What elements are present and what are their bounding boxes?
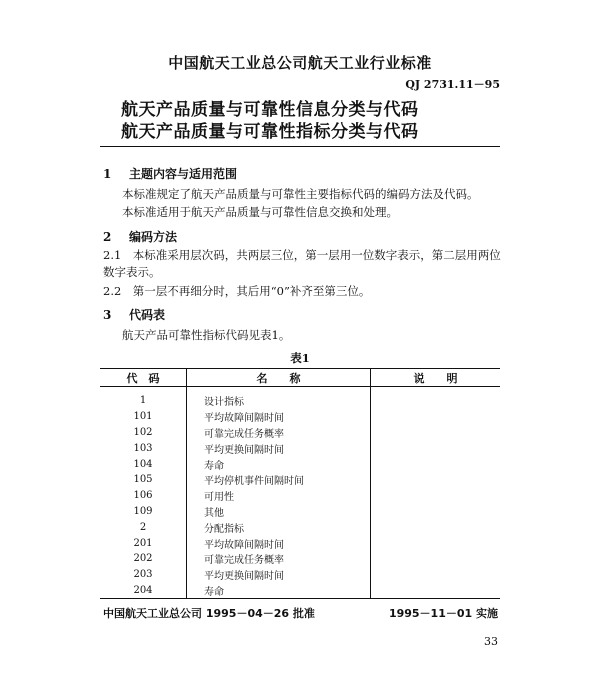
table-row	[100, 440, 500, 456]
name-cell: 其他	[187, 504, 371, 520]
name-cell: 平均更换间隔时间	[187, 567, 371, 583]
section-1-paragraph-2: 本标准适用于航天产品质量与可靠性信息交换和处理。	[122, 205, 398, 219]
note-cell	[371, 535, 501, 551]
note-cell	[371, 567, 501, 583]
table-row	[100, 535, 500, 551]
page-number: 33	[484, 635, 498, 648]
code-cell: 1	[100, 393, 187, 409]
header-name: 名 称	[187, 369, 371, 387]
organization-standard-header: 中国航天工业总公司航天工业行业标准	[168, 54, 432, 72]
approval-line: 中国航天工业总公司 1995－04－26 批准	[103, 607, 315, 620]
note-cell	[371, 472, 501, 488]
code-cell: 204	[100, 583, 187, 599]
table-row	[100, 504, 500, 520]
name-cell: 设计指标	[187, 393, 371, 409]
section-1-paragraph-1: 本标准规定了航天产品质量与可靠性主要指标代码的编码方法及代码。	[122, 187, 479, 201]
code-cell: 105	[100, 472, 187, 488]
table-header-row	[100, 369, 500, 387]
note-cell	[371, 409, 501, 425]
note-cell	[371, 583, 501, 599]
name-cell: 分配指标	[187, 519, 371, 535]
table-row	[100, 393, 500, 409]
code-cell: 102	[100, 425, 187, 441]
name-cell: 可用性	[187, 488, 371, 504]
section-3-heading	[103, 306, 165, 323]
section-heading-text: 代码表	[129, 308, 166, 322]
name-cell: 可靠完成任务概率	[187, 425, 371, 441]
table-row	[100, 567, 500, 583]
section-2-clause-2-2: 2.2 第一层不再细分时，其后用“0”补齐至第三位。	[103, 284, 371, 298]
name-cell: 寿命	[187, 456, 371, 472]
note-cell	[371, 551, 501, 567]
section-2-clause-2-1: 2.1 本标准采用层次码，共两层三位，第一层用一位数字表示，第二层用两位数字表示。	[103, 248, 501, 279]
table-row	[100, 425, 500, 441]
implementation-date: 1995－11－01 实施	[388, 607, 498, 620]
note-cell	[371, 393, 501, 409]
note-cell	[371, 504, 501, 520]
code-cell: 203	[100, 567, 187, 583]
code-cell: 202	[100, 551, 187, 567]
name-cell: 寿命	[187, 583, 371, 599]
table-caption: 表1	[290, 351, 310, 365]
code-table	[100, 368, 500, 598]
section-heading-text: 主题内容与适用范围	[129, 167, 238, 181]
name-cell: 平均故障间隔时间	[187, 409, 371, 425]
code-cell: 104	[100, 456, 187, 472]
header-rule	[100, 146, 500, 147]
document-title-line-2: 航天产品质量与可靠性指标分类与代码	[121, 122, 419, 142]
section-3-paragraph-1: 航天产品可靠性指标代码见表1。	[122, 328, 291, 342]
header-note: 说 明	[371, 369, 501, 387]
code-cell: 2	[100, 519, 187, 535]
code-cell: 101	[100, 409, 187, 425]
header-code: 代 码	[100, 369, 187, 387]
table-row	[100, 472, 500, 488]
note-cell	[371, 440, 501, 456]
note-cell	[371, 425, 501, 441]
section-number: 3	[103, 308, 112, 322]
code-cell: 201	[100, 535, 187, 551]
section-number: 1	[103, 167, 112, 181]
standard-code: QJ 2731.11－95	[405, 78, 500, 91]
name-cell: 平均停机事件间隔时间	[187, 472, 371, 488]
table-row	[100, 583, 500, 599]
section-heading-text: 编码方法	[129, 230, 178, 244]
code-cell: 103	[100, 440, 187, 456]
name-cell: 平均故障间隔时间	[187, 535, 371, 551]
section-1-heading	[103, 165, 237, 182]
note-cell	[371, 519, 501, 535]
table-row	[100, 456, 500, 472]
table-row	[100, 551, 500, 567]
table-row	[100, 519, 500, 535]
table-row	[100, 409, 500, 425]
code-cell: 109	[100, 504, 187, 520]
section-2-heading	[103, 228, 177, 245]
name-cell: 平均更换间隔时间	[187, 440, 371, 456]
note-cell	[371, 456, 501, 472]
name-cell: 可靠完成任务概率	[187, 551, 371, 567]
table-row	[100, 488, 500, 504]
document-title-line-1: 航天产品质量与可靠性信息分类与代码	[121, 100, 419, 120]
note-cell	[371, 488, 501, 504]
code-cell: 106	[100, 488, 187, 504]
section-number: 2	[103, 230, 112, 244]
footer-rule	[100, 598, 500, 599]
